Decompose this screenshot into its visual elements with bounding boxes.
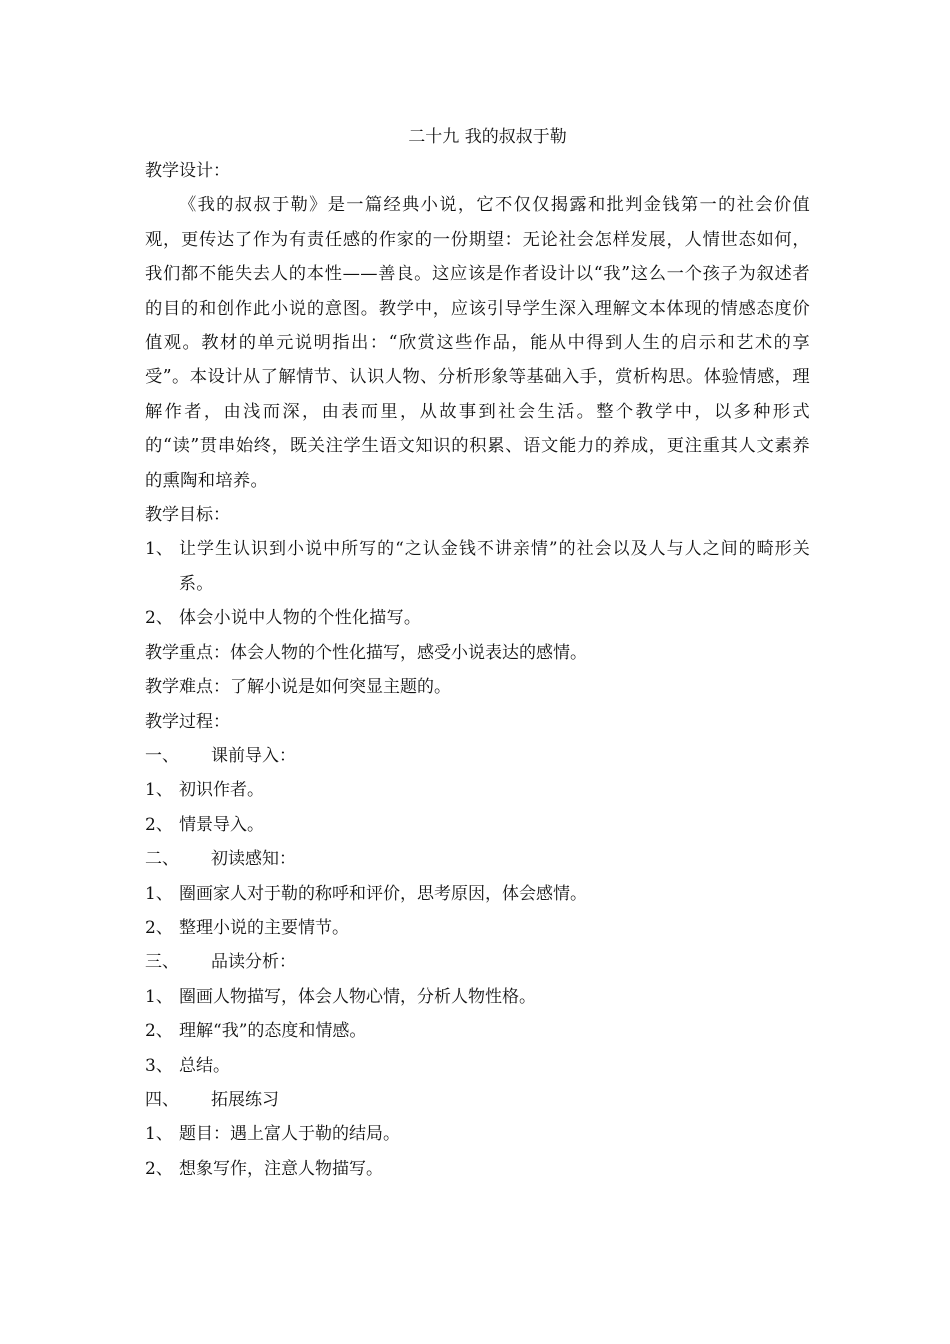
- goal-item-2: [145, 601, 810, 635]
- item-number: 2、: [145, 1021, 173, 1042]
- item-text: 圈画人物描写，体会人物心情，分析人物性格。: [179, 986, 536, 1007]
- item-number: 1、: [145, 1124, 173, 1145]
- list-item: [145, 980, 810, 1014]
- item-number: 2、: [145, 1158, 173, 1179]
- section-title: 品读分析：: [211, 952, 296, 973]
- list-item: [145, 773, 810, 807]
- list-item: [145, 877, 810, 911]
- item-text: 整理小说的主要情节。: [179, 917, 349, 938]
- item-number: 1、: [145, 883, 173, 904]
- goal-text: 体会小说中人物的个性化描写。: [179, 608, 422, 629]
- item-number: 2、: [145, 917, 173, 938]
- item-text: 圈画家人对于勒的称呼和评价，思考原因，体会感情。: [179, 883, 587, 904]
- item-text: 总结。: [179, 1055, 230, 1076]
- section-number: 一、: [145, 745, 179, 766]
- section-number: 三、: [145, 952, 179, 973]
- section-heading-2: [145, 842, 810, 876]
- teaching-difficulty: 教学难点：了解小说是如何突显主题的。: [145, 677, 451, 698]
- item-number: 2、: [145, 814, 173, 835]
- item-number: 3、: [145, 1055, 173, 1076]
- item-number: 1、: [145, 986, 173, 1007]
- list-item: [145, 1117, 810, 1151]
- section-title: 拓展练习: [211, 1089, 279, 1110]
- section-number: 二、: [145, 849, 179, 870]
- list-item: [145, 1014, 810, 1048]
- goal-item-1: [145, 532, 810, 601]
- section-heading-1: [145, 739, 810, 773]
- list-item: [145, 808, 810, 842]
- item-text: 初识作者。: [179, 780, 264, 801]
- list-item: [145, 1152, 810, 1186]
- design-heading: 教学设计：: [145, 161, 230, 181]
- section-heading-4: [145, 1083, 810, 1117]
- section-number: 四、: [145, 1089, 179, 1110]
- design-paragraph: 《我的叔叔于勒》是一篇经典小说，它不仅仅揭露和批判金钱第一的社会价值观，更传达了作为有责任感的作家的一份期望：无论社会怎样发展，人情世态如何，我们都不能失去人的本性——善良。这应该是作者设计以“我”这么一个孩子为叙述者的目的和创作此小说的意图。教学中，应该引导学生深入理解文本体现的情感态度价值观。教材的单元说明指出：“欣赏这些作品，能从中得到人生的启示和艺术的享受”。本设计从了解情节、认识人物、分析形象等基础入手，赏析构思。体验情感，理解作者，由浅而深，由表而里，从故事到社会生活。整个教学中，以多种形式的“读”贯串始终，既关注学生语文知识的积累、语文能力的养成，更注重其人文素养的熏陶和培养。: [145, 195, 810, 491]
- goals-heading: 教学目标：: [145, 505, 230, 526]
- item-text: 情景导入。: [179, 814, 264, 835]
- item-text: 想象写作，注意人物描写。: [179, 1158, 383, 1179]
- item-text: 题目：遇上富人于勒的结局。: [179, 1124, 400, 1145]
- teaching-focus: 教学重点：体会人物的个性化描写，感受小说表达的感情。: [145, 642, 587, 663]
- item-text: 理解“我”的态度和情感。: [179, 1021, 367, 1042]
- list-item: [145, 1049, 810, 1083]
- section-title: 初读感知：: [211, 849, 296, 870]
- document-title: 二十九 我的叔叔于勒: [408, 127, 567, 147]
- list-item: [145, 911, 810, 945]
- goal-number: 2、: [145, 608, 173, 629]
- item-number: 1、: [145, 780, 173, 801]
- goal-number: 1、: [145, 539, 173, 560]
- goal-text: 让学生认识到小说中所写的“之认金钱不讲亲情”的社会以及人与人之间的畸形关系。: [179, 539, 810, 594]
- document-page: [145, 120, 810, 1186]
- process-heading: 教学过程：: [145, 711, 230, 732]
- section-title: 课前导入：: [211, 745, 296, 766]
- section-heading-3: [145, 945, 810, 979]
